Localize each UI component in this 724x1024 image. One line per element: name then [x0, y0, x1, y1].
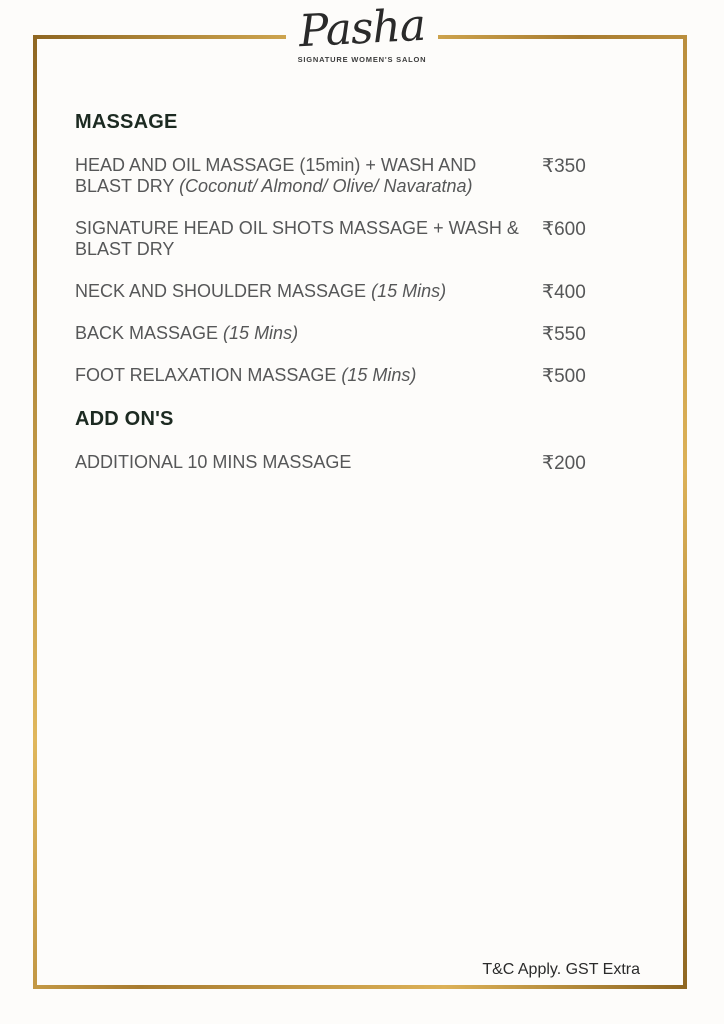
item-price: ₹600	[542, 219, 586, 240]
item-name-run: SIGNATURE HEAD OIL SHOTS MASSAGE + WASH & BLAST DRY	[75, 218, 519, 259]
item-name-italic-run: (Coconut/ Almond/ Olive/ Navaratna)	[179, 176, 473, 196]
item-price: ₹550	[542, 324, 586, 345]
item-name-italic-run: (15 Mins)	[341, 365, 417, 385]
brand-tagline: SIGNATURE WOMEN'S SALON	[297, 55, 427, 64]
section-heading: ADD ON'S	[75, 408, 174, 430]
item-price: ₹400	[542, 282, 586, 303]
item-price: ₹200	[542, 453, 586, 474]
menu-sections	[75, 106, 655, 494]
item-name-run: HEAD AND OIL MASSAGE (15min) + WASH AND BLAST DRY	[75, 155, 477, 196]
brand-name: Pasha	[297, 0, 427, 58]
item-name	[75, 281, 530, 302]
item-name	[75, 365, 530, 386]
item-name-italic-run: (15 Mins)	[223, 323, 299, 343]
item-name	[75, 452, 530, 473]
item-name	[75, 155, 530, 197]
menu-item	[75, 281, 655, 302]
item-price: ₹350	[542, 156, 586, 177]
item-name-run: NECK AND SHOULDER MASSAGE	[75, 281, 372, 301]
menu-item	[75, 452, 655, 473]
menu-item	[75, 365, 655, 386]
item-name-run: FOOT RELAXATION MASSAGE	[75, 365, 342, 385]
menu-item	[75, 218, 655, 260]
section-heading: MASSAGE	[75, 111, 178, 133]
item-name-run: ADDITIONAL 10 MINS MASSAGE	[75, 452, 352, 472]
item-name	[75, 218, 530, 260]
footer-note: T&C Apply. GST Extra	[482, 961, 640, 978]
menu-item	[75, 155, 655, 197]
brand-logo	[286, 0, 438, 68]
menu-item	[75, 323, 655, 344]
item-name	[75, 323, 530, 344]
item-name-run: BACK MASSAGE	[75, 323, 224, 343]
item-name-italic-run: (15 Mins)	[371, 281, 447, 301]
item-price: ₹500	[542, 366, 586, 387]
